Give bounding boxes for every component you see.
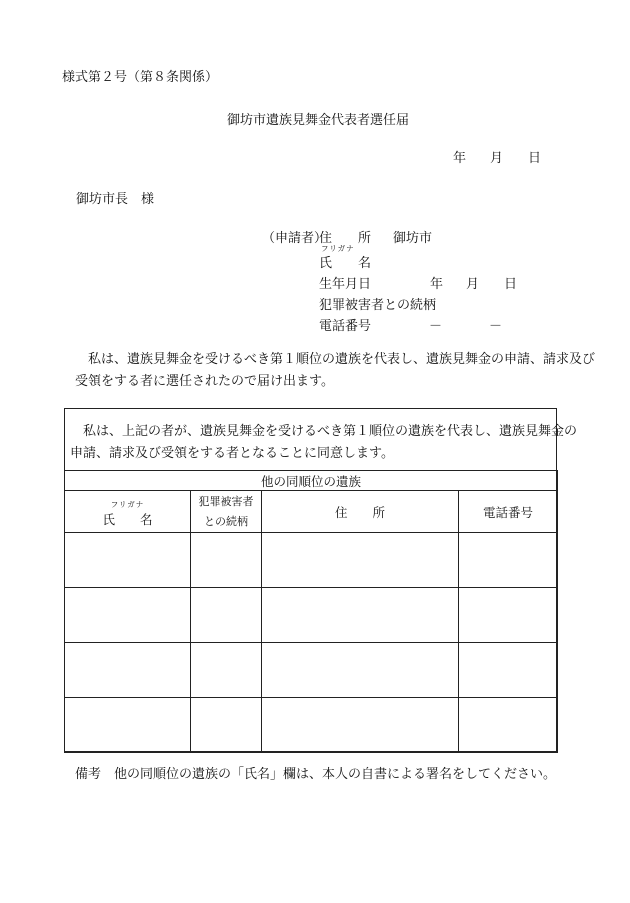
- declaration-line-2: 受領をする者に選任されたので届け出ます。: [75, 374, 334, 389]
- row-2-relation-cell[interactable]: [191, 588, 262, 643]
- applicant-birth-month: 月: [466, 277, 480, 292]
- consent-line-2: 申請、請求及び受領をする者となることに同意します。: [70, 446, 394, 461]
- consent-text: [70, 421, 577, 465]
- applicant-name-label: 氏 名: [319, 256, 372, 271]
- row-2-name-cell[interactable]: [65, 588, 191, 643]
- applicant-birth-day: 日: [504, 277, 518, 292]
- applicant-phone-sep-2: －: [489, 319, 503, 334]
- table-row: [65, 588, 558, 643]
- row-4-name-cell[interactable]: [65, 698, 191, 753]
- applicant-birth-year: 年: [430, 277, 444, 292]
- table-row: [65, 533, 558, 588]
- row-2-phone-cell[interactable]: [459, 588, 558, 643]
- row-4-phone-cell[interactable]: [459, 698, 558, 753]
- applicant-name-furigana: フリガナ: [321, 244, 355, 253]
- applicant-phone-sep-1: －: [429, 319, 443, 334]
- col-name-label: 氏 名: [102, 511, 153, 527]
- row-3-address-cell[interactable]: [262, 643, 459, 698]
- col-header-name: [65, 491, 191, 533]
- col-header-address: 住 所: [262, 491, 459, 533]
- declaration-text: [75, 349, 595, 393]
- consent-line-1: 私は、上記の者が、遺族見舞金を受けるべき第１順位の遺族を代表し、遺族見舞金の: [83, 424, 578, 439]
- date-month: 月: [490, 151, 504, 166]
- date-year: 年: [453, 151, 467, 166]
- table-row: [65, 643, 558, 698]
- table-row: [65, 698, 558, 753]
- applicant-relation-label: 犯罪被害者との続柄: [319, 298, 437, 313]
- declaration-line-1: 私は、遺族見舞金を受けるべき第１順位の遺族を代表し、遺族見舞金の申請、請求及び: [88, 352, 596, 367]
- applicant-phone-label: 電話番号: [319, 319, 372, 334]
- survivors-table: [64, 470, 558, 753]
- row-1-phone-cell[interactable]: [459, 533, 558, 588]
- row-3-name-cell[interactable]: [65, 643, 191, 698]
- col-name-furigana: フリガナ: [110, 499, 145, 509]
- col-relation-line-1: 犯罪被害者: [198, 494, 254, 508]
- form-title: 御坊市遺族見舞金代表者選任届: [227, 113, 410, 128]
- form-number: 様式第２号（第８条関係）: [62, 70, 219, 85]
- table-heading: 他の同順位の遺族: [65, 471, 558, 491]
- row-3-phone-cell[interactable]: [459, 643, 558, 698]
- applicant-address-value: 御坊市: [393, 231, 433, 246]
- row-1-name-cell[interactable]: [65, 533, 191, 588]
- row-1-relation-cell[interactable]: [191, 533, 262, 588]
- row-4-address-cell[interactable]: [262, 698, 459, 753]
- col-header-phone: 電話番号: [459, 491, 558, 533]
- row-3-relation-cell[interactable]: [191, 643, 262, 698]
- row-1-address-cell[interactable]: [262, 533, 459, 588]
- col-header-relation: [191, 491, 262, 533]
- applicant-address-label: 住 所: [319, 231, 372, 246]
- col-relation-line-2: との続柄: [204, 514, 248, 528]
- row-2-address-cell[interactable]: [262, 588, 459, 643]
- date-day: 日: [528, 151, 542, 166]
- applicant-role-label: （申請者）: [262, 231, 328, 246]
- remarks-note: 備考 他の同順位の遺族の「氏名」欄は、本人の自書による署名をしてください。: [75, 767, 557, 782]
- applicant-birth-label: 生年月日: [319, 277, 372, 292]
- row-4-relation-cell[interactable]: [191, 698, 262, 753]
- addressee: 御坊市長 様: [76, 192, 155, 207]
